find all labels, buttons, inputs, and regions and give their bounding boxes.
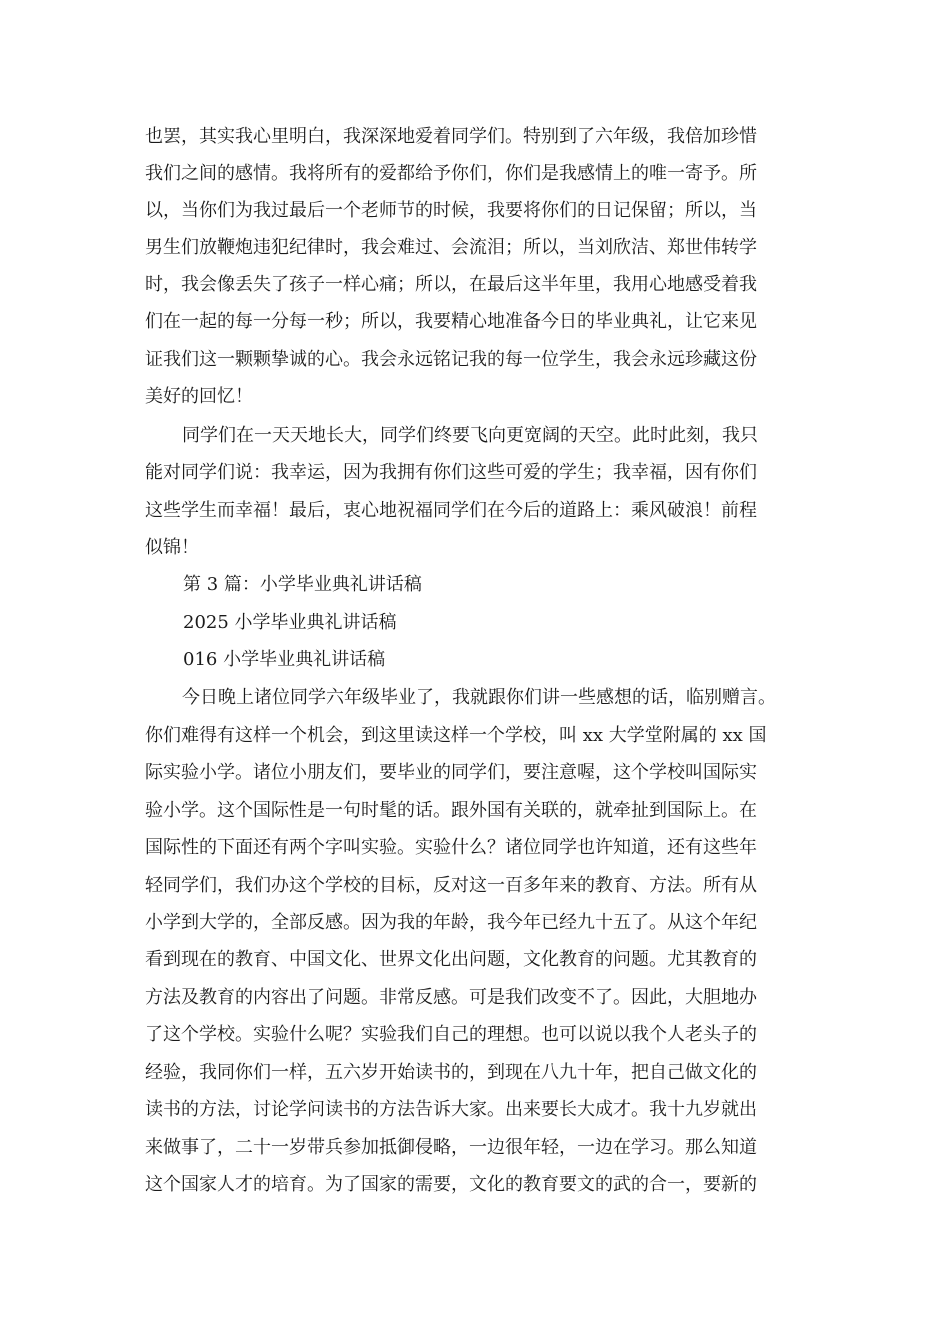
text-line: 美好的回忆！ [145, 386, 253, 407]
text-line: 国际性的下面还有两个字叫实验。实验什么？诸位同学也许知道，还有这些年 [145, 837, 757, 858]
text-line: 男生们放鞭炮违犯纪律时，我会难过、会流泪；所以，当刘欣洁、郑世伟转学 [145, 237, 757, 258]
text-line: 同学们在一天天地长大，同学们终要飞向更宽阔的天空。此时此刻，我只 [182, 425, 758, 446]
text-line: 来做事了，二十一岁带兵参加抵御侵略，一边很年轻，一边在学习。那么知道 [145, 1137, 757, 1158]
text-line: 小学到大学的，全部反感。因为我的年龄，我今年已经九十五了。从这个年纪 [145, 912, 757, 933]
section-heading: 第 3 篇：小学毕业典礼讲话稿 [183, 574, 422, 595]
text-line: 验小学。这个国际性是一句时髦的话。跟外国有关联的，就牵扯到国际上。在 [145, 800, 757, 821]
section-subheading: 2025 小学毕业典礼讲话稿 [183, 612, 397, 633]
text-line: 证我们这一颗颗挚诚的心。我会永远铭记我的每一位学生，我会永远珍藏这份 [145, 349, 757, 370]
text-line: 你们难得有这样一个机会，到这里读这样一个学校，叫 xx 大学堂附属的 xx 国 [145, 725, 767, 746]
text-line: 似锦！ [145, 537, 199, 558]
text-line: 时，我会像丢失了孩子一样心痛；所以，在最后这半年里，我用心地感受着我 [145, 274, 757, 295]
text-line: 我们之间的感情。我将所有的爱都给予你们，你们是我感情上的唯一寄予。所 [145, 163, 757, 184]
text-line: 们在一起的每一分每一秒；所以，我要精心地准备今日的毕业典礼，让它来见 [145, 311, 757, 332]
text-line: 经验，我同你们一样，五六岁开始读书的，到现在八九十年，把自己做文化的 [145, 1062, 757, 1083]
section-subheading: 016 小学毕业典礼讲话稿 [183, 649, 386, 670]
text-line: 方法及教育的内容出了问题。非常反感。可是我们改变不了。因此，大胆地办 [145, 987, 757, 1008]
text-line: 也罢，其实我心里明白，我深深地爱着同学们。特别到了六年级，我倍加珍惜 [145, 126, 757, 147]
text-line: 轻同学们，我们办这个学校的目标，反对这一百多年来的教育、方法。所有从 [145, 875, 757, 896]
text-line: 看到现在的教育、中国文化、世界文化出问题，文化教育的问题。尤其教育的 [145, 949, 757, 970]
text-line: 这个国家人才的培育。为了国家的需要，文化的教育要文的武的合一，要新的 [145, 1174, 757, 1195]
text-line: 读书的方法，讨论学问读书的方法告诉大家。出来要长大成才。我十九岁就出 [145, 1099, 757, 1120]
text-line: 了这个学校。实验什么呢？实验我们自己的理想。也可以说以我个人老头子的 [145, 1024, 757, 1045]
text-line: 际实验小学。诸位小朋友们，要毕业的同学们，要注意喔，这个学校叫国际实 [145, 762, 757, 783]
text-line: 以，当你们为我过最后一个老师节的时候，我要将你们的日记保留；所以，当 [145, 200, 757, 221]
text-line: 今日晚上诸位同学六年级毕业了，我就跟你们讲一些感想的话，临别赠言。 [182, 687, 776, 708]
text-line: 能对同学们说：我幸运，因为我拥有你们这些可爱的学生；我幸福，因有你们 [145, 462, 757, 483]
text-line: 这些学生而幸福！最后，衷心地祝福同学们在今后的道路上：乘风破浪！前程 [145, 500, 757, 521]
